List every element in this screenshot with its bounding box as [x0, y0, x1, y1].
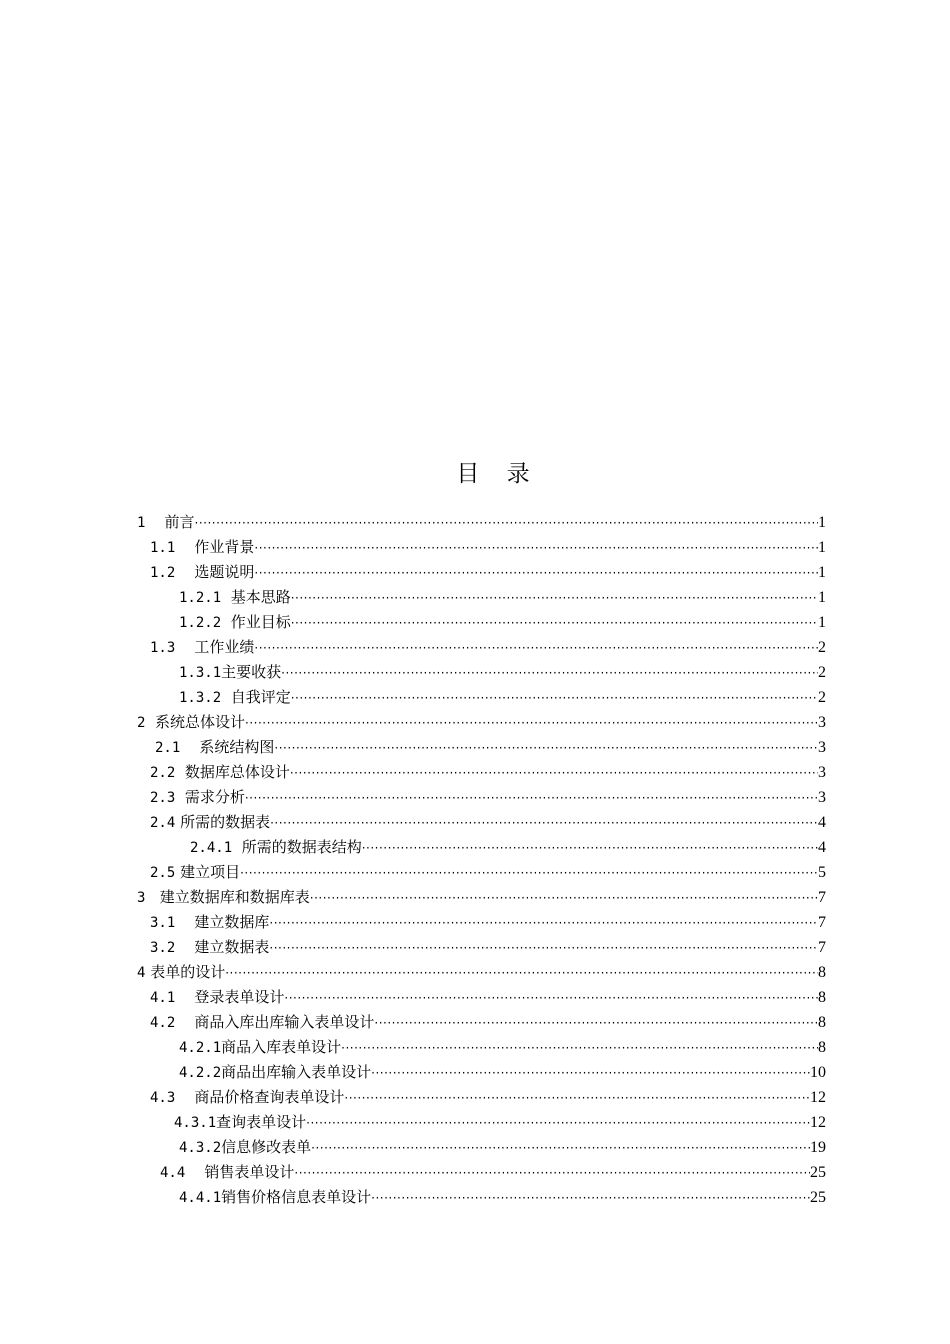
toc-dot-leader: [362, 836, 818, 861]
toc-dot-leader: [254, 536, 818, 561]
toc-entry[interactable]: [150, 785, 826, 810]
toc-entry-number: 4.3: [150, 1090, 176, 1106]
toc-dot-leader: [371, 1061, 810, 1086]
toc-dot-leader: [294, 1161, 810, 1186]
toc-entry[interactable]: [179, 685, 826, 710]
toc-entry[interactable]: [150, 560, 826, 585]
toc-entry-title: 建立数据表: [194, 938, 270, 956]
toc-dot-leader: [240, 861, 818, 886]
toc-entry-title: 建立项目: [180, 863, 241, 881]
toc-entry-title: 所需的数据表结构: [241, 838, 362, 856]
toc-entry-page: 8: [818, 989, 826, 1006]
toc-entry-number: 3: [137, 890, 146, 906]
toc-dot-leader: [291, 611, 818, 636]
toc-entry-page: 3: [818, 764, 826, 781]
toc-entry-gap: [175, 785, 185, 810]
toc-entry-number: 2.4.1: [190, 840, 233, 856]
toc-dot-leader: [371, 1186, 810, 1211]
toc-entry[interactable]: [150, 910, 826, 935]
toc-dot-leader: [290, 761, 818, 786]
toc-dot-leader: [270, 811, 818, 836]
toc-dot-leader: [245, 786, 818, 811]
toc-entry-number: 4.1: [150, 990, 176, 1006]
toc-entry-title: 商品出库输入表单设计: [221, 1063, 372, 1081]
toc-entry-page: 7: [818, 939, 826, 956]
toc-entry-page: 4: [818, 814, 826, 831]
toc-entry-gap: [175, 535, 194, 560]
toc-dot-leader: [274, 736, 818, 761]
toc-entry-title: 主要收获: [221, 663, 282, 681]
toc-entry-page: 2: [818, 664, 826, 681]
toc-entry-title: 表单的设计: [150, 963, 226, 981]
toc-entry[interactable]: [150, 810, 826, 835]
toc-entry-number: 4.3.1: [174, 1115, 217, 1131]
toc-entry[interactable]: [179, 610, 826, 635]
toc-entry-gap: [221, 610, 231, 635]
toc-entry-number: 1.2.2: [179, 615, 222, 631]
toc-dot-leader: [269, 911, 818, 936]
toc-entry-page: 8: [818, 1014, 826, 1031]
toc-entry-title: 查询表单设计: [216, 1113, 307, 1131]
toc-entry-gap: [175, 985, 194, 1010]
toc-entry[interactable]: [174, 1110, 826, 1135]
toc-dot-leader: [284, 986, 818, 1011]
toc-entry-title: 商品入库出库输入表单设计: [194, 1013, 375, 1031]
toc-entry[interactable]: [179, 1185, 826, 1210]
toc-entry-title: 选题说明: [194, 563, 255, 581]
toc-entry-gap: [175, 635, 194, 660]
toc-entry[interactable]: [150, 935, 826, 960]
toc-entry-page: 25: [810, 1164, 826, 1181]
toc-entry-number: 4.4.1: [179, 1190, 222, 1206]
toc-entry-title: 商品入库表单设计: [221, 1038, 342, 1056]
toc-entry-page: 10: [810, 1064, 826, 1081]
toc-entry-number: 4: [137, 965, 146, 981]
toc-entry[interactable]: [150, 760, 826, 785]
toc-entry-page: 3: [818, 714, 826, 731]
toc-entry[interactable]: [137, 710, 826, 735]
toc-entry[interactable]: [137, 960, 826, 985]
toc-dot-leader: [254, 561, 818, 586]
toc-entry-number: 2: [137, 715, 146, 731]
toc-entry[interactable]: [160, 1160, 826, 1185]
toc-entry[interactable]: [179, 1135, 826, 1160]
toc-entry[interactable]: [179, 1060, 826, 1085]
toc-entry-gap: [175, 560, 194, 585]
toc-entry-number: 4.2: [150, 1015, 176, 1031]
toc-entry-page: 7: [818, 914, 826, 931]
toc-entry-title: 销售价格信息表单设计: [221, 1188, 372, 1206]
toc-entry-gap: [145, 510, 164, 535]
toc-entry[interactable]: [179, 660, 826, 685]
toc-entry-title: 工作业绩: [194, 638, 255, 656]
toc-entry-page: 19: [810, 1139, 826, 1156]
toc-entry-title: 作业背景: [194, 538, 255, 556]
toc-entry-gap: [175, 935, 194, 960]
toc-entry-page: 8: [818, 964, 826, 981]
toc-entry-gap: [221, 585, 231, 610]
toc-entry[interactable]: [137, 510, 826, 535]
toc-entry-page: 2: [818, 639, 826, 656]
toc-entry-page: 3: [818, 739, 826, 756]
toc-dot-leader: [225, 961, 818, 986]
toc-entry-page: 5: [818, 864, 826, 881]
toc-entry-gap: [175, 1085, 194, 1110]
toc-entry-page: 8: [818, 1039, 826, 1056]
toc-entry[interactable]: [150, 1085, 826, 1110]
toc-dot-leader: [291, 586, 818, 611]
toc-entry-title: 所需的数据表: [180, 813, 271, 831]
toc-entry-title: 建立数据库和数据库表: [159, 888, 310, 906]
toc-entry-title: 系统结构图: [199, 738, 275, 756]
toc-entry-page: 1: [818, 514, 826, 531]
toc-dot-leader: [374, 1011, 818, 1036]
toc-entry[interactable]: [137, 885, 826, 910]
page-title: 目 录: [456, 461, 540, 487]
toc-entry-page: 12: [810, 1114, 826, 1131]
toc-entry-number: 1.1: [150, 540, 176, 556]
toc-entry-title: 系统总体设计: [154, 713, 245, 731]
toc-entry-number: 2.3: [150, 790, 176, 806]
toc-entry-gap: [145, 710, 155, 735]
toc-entry-gap: [145, 885, 159, 910]
toc-entry[interactable]: [179, 585, 826, 610]
toc-entry-gap: [221, 685, 231, 710]
toc-entry-gap: [185, 1160, 204, 1185]
toc-entry-number: 1: [137, 515, 146, 531]
toc-entry-gap: [232, 835, 242, 860]
toc-dot-leader: [306, 1111, 810, 1136]
toc-entry-number: 2.1: [155, 740, 181, 756]
toc-entry-gap: [175, 1010, 194, 1035]
toc-dot-leader: [341, 1036, 818, 1061]
toc-entry-gap: [175, 910, 194, 935]
toc-entry[interactable]: [150, 635, 826, 660]
toc-entry-title: 数据库总体设计: [184, 763, 290, 781]
toc-entry-page: 2: [818, 689, 826, 706]
toc-entry-title: 需求分析: [184, 788, 245, 806]
toc-entry-title: 作业目标: [230, 613, 291, 631]
toc-entry-title: 商品价格查询表单设计: [194, 1088, 345, 1106]
toc-entry-title: 基本思路: [230, 588, 291, 606]
toc-entry-number: 2.5: [150, 865, 176, 881]
toc-entry-number: 4.2.1: [179, 1040, 222, 1056]
toc-entry-title: 登录表单设计: [194, 988, 285, 1006]
toc-entry-number: 1.2.1: [179, 590, 222, 606]
toc-entry-number: 4.2.2: [179, 1065, 222, 1081]
toc-entry-number: 3.2: [150, 940, 176, 956]
toc-entry-page: 1: [818, 539, 826, 556]
toc-entry-number: 4.4: [160, 1165, 186, 1181]
toc-dot-leader: [310, 886, 818, 911]
toc-dot-leader: [291, 686, 818, 711]
toc-entry-title: 销售表单设计: [204, 1163, 295, 1181]
toc-entry-page: 4: [818, 839, 826, 856]
toc-entry[interactable]: [150, 860, 826, 885]
toc-dot-leader: [195, 511, 818, 536]
toc-dot-leader: [245, 711, 818, 736]
toc-entry-title: 信息修改表单: [221, 1138, 312, 1156]
toc-entry[interactable]: [155, 735, 826, 760]
toc-entry-gap: [175, 760, 185, 785]
toc-entry-page: 7: [818, 889, 826, 906]
toc-entry-title: 自我评定: [230, 688, 291, 706]
toc-entry[interactable]: [190, 835, 826, 860]
toc-entry-page: 12: [810, 1089, 826, 1106]
toc-entry[interactable]: [150, 985, 826, 1010]
toc-entry-number: 1.3.1: [179, 665, 222, 681]
toc-entry-number: 1.2: [150, 565, 176, 581]
toc-dot-leader: [281, 661, 818, 686]
toc-entry-number: 2.4: [150, 815, 176, 831]
toc-dot-leader: [311, 1136, 810, 1161]
toc-dot-leader: [344, 1086, 810, 1111]
toc-dot-leader: [254, 636, 818, 661]
toc-entry-number: 3.1: [150, 915, 176, 931]
toc-entry-title: 前言: [164, 513, 195, 531]
toc-entry[interactable]: [150, 535, 826, 560]
toc-entry-gap: [180, 735, 199, 760]
toc-dot-leader: [269, 936, 818, 961]
toc-entry-title: 建立数据库: [194, 913, 270, 931]
toc-entry-page: 1: [818, 564, 826, 581]
toc-entry[interactable]: [150, 1010, 826, 1035]
toc-entry[interactable]: [179, 1035, 826, 1060]
toc-entry-page: 1: [818, 589, 826, 606]
toc-entry-page: 3: [818, 789, 826, 806]
toc-entry-page: 25: [810, 1189, 826, 1206]
toc-entry-number: 1.3: [150, 640, 176, 656]
toc-entry-number: 4.3.2: [179, 1140, 222, 1156]
toc-entry-page: 1: [818, 614, 826, 631]
toc-entry-number: 1.3.2: [179, 690, 222, 706]
toc-entry-number: 2.2: [150, 765, 176, 781]
